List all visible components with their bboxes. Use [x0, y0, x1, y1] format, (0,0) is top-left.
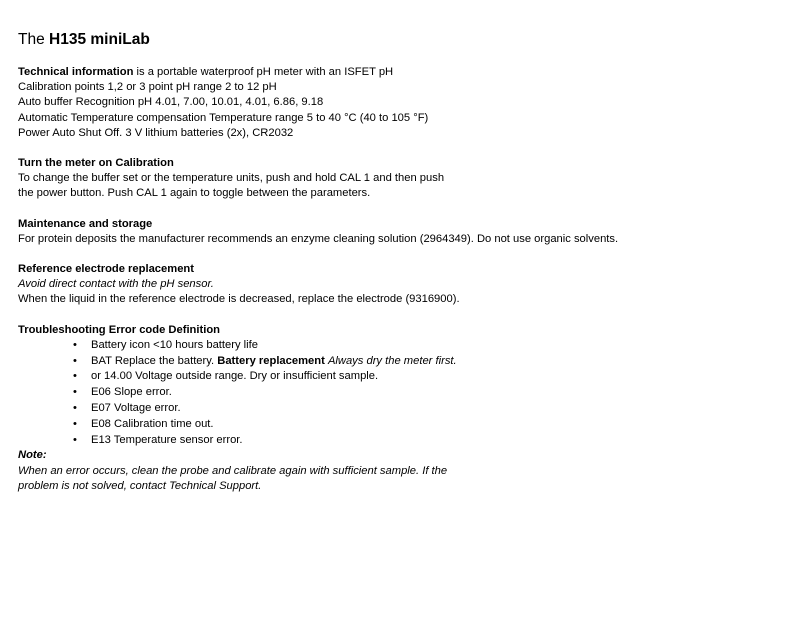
title-prefix: The [18, 31, 45, 48]
note-line-2: problem is not solved, contact Technical Support. [18, 479, 262, 492]
list-item-text: E08 Calibration time out. [91, 417, 214, 430]
calibration-line-2: the power button. Push CAL 1 again to toggle between the parameters. [18, 187, 371, 200]
technical-section [18, 65, 798, 141]
page-title [18, 30, 798, 50]
title-product: H135 miniLab [49, 31, 150, 48]
bullet-icon: • [73, 354, 77, 367]
note-heading: Note: [18, 449, 47, 462]
calibration-line-1: To change the buffer set or the temperature units, push and hold CAL 1 and then push [18, 172, 445, 185]
reference-line-1: When the liquid in the reference electrode is decreased, replace the electrode (9316900). [18, 293, 460, 306]
list-item-text: E07 Voltage error. [91, 402, 181, 415]
maintenance-line-1: For protein deposits the manufacturer recommends an enzyme cleaning solution (2964349). Do not use organic solvents. [18, 232, 619, 245]
calibration-heading: Turn the meter on Calibration [18, 157, 174, 170]
technical-line-1 [18, 65, 798, 80]
document-page [18, 30, 798, 494]
technical-line-4: Automatic Temperature compensation Temperature range 5 to 40 °C (40 to 105 °F) [18, 111, 429, 124]
maintenance-heading: Maintenance and storage [18, 217, 153, 230]
note-section [18, 448, 798, 494]
reference-section [18, 262, 798, 308]
reference-warning: Avoid direct contact with the pH sensor. [18, 278, 214, 291]
technical-line-2: Calibration points 1,2 or 3 point pH range 2 to 12 pH [18, 81, 277, 94]
bullet-icon: • [73, 370, 77, 383]
bullet-icon: • [73, 417, 77, 430]
list-item [73, 433, 798, 449]
technical-line-1-text: is a portable waterproof pH meter with an ISFET pH [136, 66, 394, 78]
list-item-italic: Always dry the meter first. [327, 354, 457, 367]
bullet-icon: • [73, 433, 77, 446]
bullet-icon: • [73, 402, 77, 415]
bullet-icon: • [73, 386, 77, 399]
list-item [73, 401, 798, 417]
list-item [73, 354, 798, 370]
list-item [73, 369, 798, 385]
troubleshooting-heading: Troubleshooting Error code Definition [18, 323, 220, 336]
technical-heading: Technical information [18, 66, 134, 78]
maintenance-section [18, 217, 798, 247]
bullet-icon: • [73, 338, 77, 351]
list-item-bold: Battery replacement [217, 354, 325, 367]
note-line-1: When an error occurs, clean the probe and calibrate again with sufficient sample. If the [18, 464, 448, 477]
technical-line-3: Auto buffer Recognition pH 4.01, 7.00, 10.01, 4.01, 6.86, 9.18 [18, 96, 324, 109]
list-item [73, 417, 798, 433]
technical-line-5: Power Auto Shut Off. 3 V lithium batteries (2x), CR2032 [18, 126, 294, 139]
list-item-text: E13 Temperature sensor error. [91, 433, 243, 446]
calibration-section [18, 156, 798, 202]
error-code-list [18, 338, 798, 449]
list-item-text: Battery icon <10 hours battery life [91, 338, 258, 351]
list-item [73, 338, 798, 354]
list-item [73, 385, 798, 401]
list-item-text: E06 Slope error. [91, 386, 172, 399]
list-item-text: or 14.00 Voltage outside range. Dry or insufficient sample. [91, 370, 379, 383]
troubleshooting-section [18, 323, 798, 449]
list-item-text: BAT Replace the battery. [91, 354, 215, 367]
reference-heading: Reference electrode replacement [18, 263, 194, 276]
